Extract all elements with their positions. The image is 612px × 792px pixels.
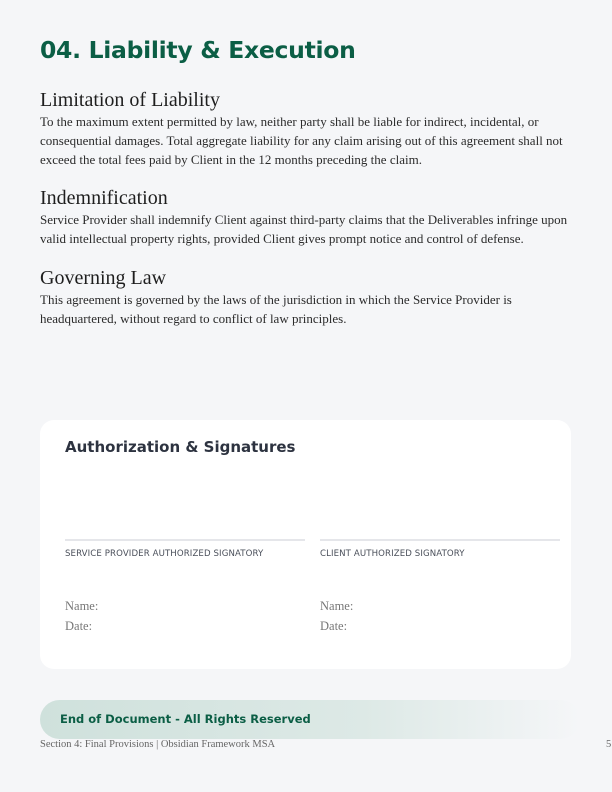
provider-signatory-label: SERVICE PROVIDER AUTHORIZED SIGNATORY bbox=[65, 549, 264, 559]
section-heading-limitation: Limitation of Liability bbox=[40, 89, 220, 111]
page-title: 04. Liability & Execution bbox=[40, 36, 356, 64]
section-body-indemnification: Service Provider shall indemnify Client against third-party claims that the Deliverables infringe upon valid intellectual property rights, provided Client gives prompt notice and control of defense. bbox=[40, 212, 568, 246]
provider-date-field: Date: bbox=[65, 619, 93, 633]
client-signature-line[interactable] bbox=[320, 539, 560, 541]
section-heading-indemnification: Indemnification bbox=[40, 187, 168, 209]
page-footer: Section 4: Final Provisions | Obsidian Framework MSA bbox=[40, 739, 276, 750]
signature-card-title: Authorization & Signatures bbox=[65, 438, 296, 456]
section-body-governing-law: This agreement is governed by the laws of the jurisdiction in which the Service Provider is headquartered, without regard to conflict of law principles. bbox=[40, 292, 512, 326]
provider-name-field: Name: bbox=[65, 599, 99, 613]
client-signatory-label: CLIENT AUTHORIZED SIGNATORY bbox=[320, 549, 465, 559]
client-name-field: Name: bbox=[320, 599, 354, 613]
page-number: 5 bbox=[606, 739, 612, 750]
end-of-document-banner bbox=[40, 700, 580, 739]
end-of-document-text: End of Document - All Rights Reserved bbox=[60, 712, 311, 726]
client-date-field: Date: bbox=[320, 619, 348, 633]
section-heading-governing-law: Governing Law bbox=[40, 267, 167, 289]
signature-card bbox=[40, 420, 571, 669]
provider-signature-line[interactable] bbox=[65, 539, 305, 541]
section-body-limitation: To the maximum extent permitted by law, neither party shall be liable for indirect, incidental, or consequential damages. Total aggregate liability for any claim arising out of this agreement shall not exceed the total fees paid by Client in the 12 months preceding the claim. bbox=[40, 114, 563, 167]
